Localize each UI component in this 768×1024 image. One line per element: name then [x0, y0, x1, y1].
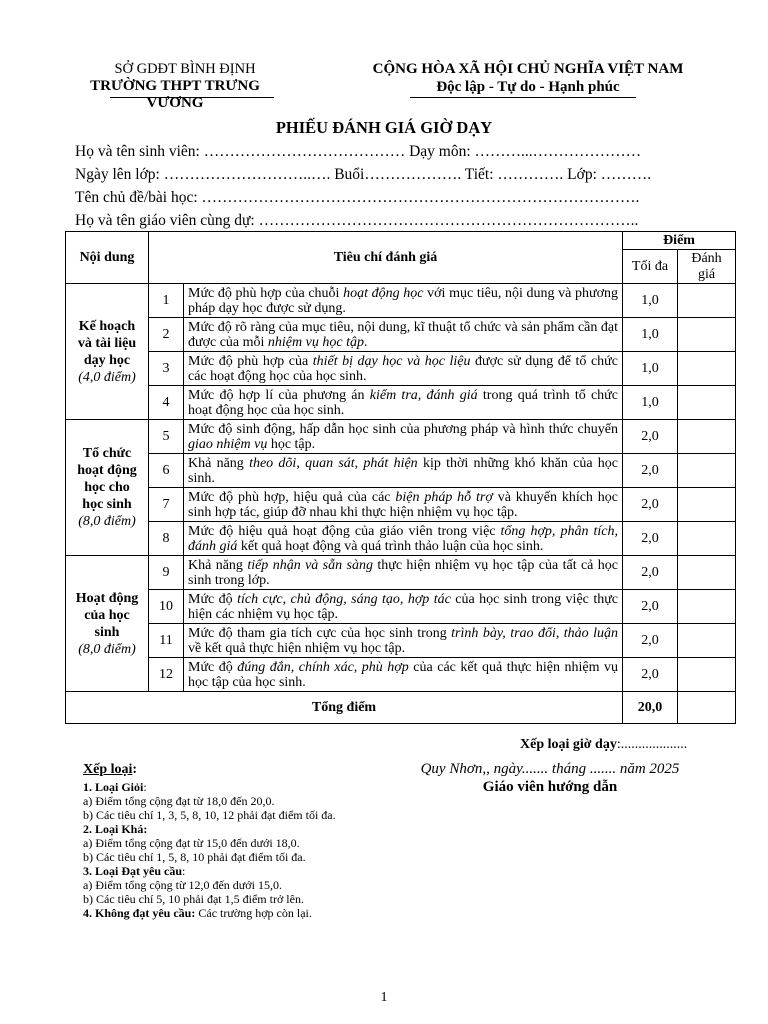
classification-item-title	[83, 864, 413, 878]
classification-item-4	[83, 906, 413, 920]
criteria-number: 11	[149, 624, 184, 658]
criteria-text	[184, 318, 623, 352]
criteria-text-part: kịp thời những khó khăn của học sinh.	[188, 455, 619, 486]
classification-item-title	[83, 780, 413, 794]
total-max-score: 20,0	[623, 692, 678, 724]
criteria-text-part: học tập.	[267, 436, 316, 452]
info-student-line: Họ và tên sinh viên: ………………………………… Dạy môn: ………...…………………	[75, 143, 642, 160]
evaluation-cell[interactable]	[678, 522, 736, 556]
group-points: (4,0 điểm)	[78, 369, 136, 385]
header-criteria: Tiêu chí đánh giá	[149, 232, 623, 284]
group-name-line: học cho	[84, 480, 130, 495]
criteria-text-part: biện pháp hỗ trợ	[395, 489, 493, 505]
criteria-text-part: trong quá trình tổ chức hoạt động học của học sinh.	[188, 387, 618, 418]
criteria-row	[66, 522, 736, 556]
rating-line	[520, 737, 687, 753]
classification-item-line: a) Điểm tổng cộng từ 12,0 đến dưới 15,0.	[83, 878, 282, 892]
evaluation-cell[interactable]	[678, 454, 736, 488]
motto-underline	[410, 97, 636, 98]
criteria-row	[66, 454, 736, 488]
criteria-row	[66, 590, 736, 624]
criteria-text-part: đúng đắn, chính xác, phù hợp	[237, 659, 409, 675]
criteria-row	[66, 318, 736, 352]
department-name: SỞ GDĐT BÌNH ĐỊNH	[114, 61, 256, 77]
item-4-title: 4. Không đạt yêu cầu:	[83, 906, 196, 920]
evaluation-cell[interactable]	[678, 420, 736, 454]
header-evaluation: Đánh giá	[678, 250, 736, 284]
criteria-text-part: tiếp nhận và sẵn sàng	[247, 557, 373, 573]
criteria-text-part: và khuyến khích học sinh hợp tác, giúp đỡ nhau khi thực hiện nhiệm vụ học tập.	[188, 489, 618, 520]
school-underline	[110, 97, 274, 98]
criteria-number: 5	[149, 420, 184, 454]
criteria-text	[184, 590, 623, 624]
criteria-text-part: thiết bị dạy học và học liệu	[312, 353, 471, 369]
header-content: Nội dung	[66, 232, 149, 284]
info-date-line: Ngày lên lớp: ………………………..…. Buổi………………. Tiết: …………. Lớp: ……….	[75, 166, 652, 183]
criteria-row	[66, 386, 736, 420]
classification-item-title	[83, 822, 413, 836]
criteria-text-part: Mức độ hợp lí của phương án	[188, 387, 370, 403]
max-score: 2,0	[623, 420, 678, 454]
criteria-text-part: hoạt động học	[343, 285, 424, 301]
group-name-line: hoạt động	[77, 463, 137, 478]
criteria-row	[66, 284, 736, 318]
group-name-line: và tài liệu	[77, 335, 137, 351]
max-score: 1,0	[623, 386, 678, 420]
max-score: 2,0	[623, 488, 678, 522]
max-score: 2,0	[623, 658, 678, 692]
criteria-text-part: giao nhiệm vụ	[188, 436, 268, 452]
criteria-text-part: được sử dụng để tổ chức các hoạt động học của học sinh.	[188, 353, 618, 384]
rating-label: Xếp loại giờ dạy	[520, 737, 617, 752]
total-label: Tổng điểm	[66, 692, 623, 724]
evaluation-cell[interactable]	[678, 318, 736, 352]
evaluation-cell[interactable]	[678, 386, 736, 420]
country-name: CỘNG HÒA XÃ HỘI CHỦ NGHĨA VIỆT NAM	[372, 61, 684, 77]
criteria-number: 7	[149, 488, 184, 522]
criteria-text-part: Mức độ	[188, 591, 238, 607]
classification-heading-colon: :	[132, 762, 138, 777]
classification-list	[83, 780, 413, 920]
criteria-text-part: của học sinh trong việc thực hiện các nhiệm vụ học tập.	[188, 591, 619, 622]
criteria-row	[66, 488, 736, 522]
header-score: Điểm	[623, 232, 736, 250]
classification-item-line: b) Các tiêu chí 1, 5, 8, 10 phải đạt điểm tối đa.	[83, 850, 306, 864]
classification-item-line: a) Điểm tổng cộng đạt từ 18,0 đến 20,0.	[83, 794, 275, 808]
evaluation-cell[interactable]	[678, 284, 736, 318]
classification-item-line: b) Các tiêu chí 1, 3, 5, 8, 10, 12 phải đạt điểm tối đa.	[83, 808, 336, 822]
evaluation-cell[interactable]	[678, 658, 736, 692]
header-max-score: Tối đa	[623, 250, 678, 284]
classification-item-line: a) Điểm tổng cộng đạt từ 15,0 đến dưới 18,0.	[83, 836, 300, 850]
item-4-text: Các trường hợp còn lại.	[195, 906, 312, 920]
criteria-text-part: Khả năng	[188, 557, 248, 573]
criteria-text-part: Mức độ sinh động, hấp dẫn học sinh của phương pháp và hình thức chuyển	[188, 421, 618, 437]
criteria-table	[65, 231, 736, 724]
criteria-number: 3	[149, 352, 184, 386]
criteria-number: 9	[149, 556, 184, 590]
max-score: 2,0	[623, 624, 678, 658]
criteria-text-part: theo dõi, quan sát, phát hiện	[249, 455, 418, 471]
criteria-text-part: kết quả hoạt động và quá trình thảo luận của học sinh.	[237, 538, 544, 554]
group-name-line: của học	[84, 607, 130, 623]
total-evaluation-cell[interactable]	[678, 692, 736, 724]
criteria-number: 1	[149, 284, 184, 318]
classification-item-title-text: 3. Loại Đạt yêu cầu	[83, 864, 182, 878]
criteria-text	[184, 352, 623, 386]
max-score: 1,0	[623, 352, 678, 386]
classification-item-title-suffix: :	[143, 780, 147, 794]
criteria-text-part: với mục tiêu, nội dung và phương pháp dạy học được sử dụng.	[188, 285, 619, 316]
criteria-text-part: Mức độ phù hợp của chuỗi	[188, 285, 344, 301]
classification-item-title-text: 1. Loại Giỏi	[83, 780, 144, 794]
national-motto: Độc lập - Tự do - Hạnh phúc	[436, 79, 620, 95]
criteria-text	[184, 556, 623, 590]
criteria-text-part: .	[363, 334, 368, 350]
signature-date-line: Quy Nhơn,, ngày....... tháng ....... năm 2025	[420, 761, 680, 777]
criteria-text	[184, 658, 623, 692]
group-points: (8,0 điểm)	[78, 514, 136, 529]
group-cell	[66, 420, 149, 556]
criteria-number: 10	[149, 590, 184, 624]
group-name-line: dạy học	[83, 352, 131, 368]
info-teacher-line: Họ và tên giáo viên cùng dự: ………………………………………………………………..	[75, 212, 639, 229]
criteria-text	[184, 624, 623, 658]
criteria-text-part: tích cực, chủ động, sáng tạo, hợp tác	[237, 591, 451, 607]
evaluation-cell[interactable]	[678, 590, 736, 624]
criteria-row	[66, 420, 736, 454]
form-title: PHIẾU ĐÁNH GIÁ GIỜ DẠY	[275, 118, 493, 137]
criteria-text	[184, 284, 623, 318]
criteria-number: 8	[149, 522, 184, 556]
criteria-row	[66, 352, 736, 386]
criteria-text-part: kiểm tra, đánh giá	[369, 387, 478, 403]
max-score: 1,0	[623, 284, 678, 318]
criteria-text	[184, 420, 623, 454]
classification-item-title-suffix: :	[182, 864, 186, 878]
group-points: (8,0 điểm)	[78, 641, 136, 657]
criteria-text-part: tổng hợp, phân tích, đánh giá	[188, 523, 618, 554]
criteria-text	[184, 522, 623, 556]
criteria-text-part: Mức độ	[188, 659, 238, 675]
max-score: 2,0	[623, 556, 678, 590]
signature-role: Giáo viên hướng dẫn	[482, 779, 618, 795]
criteria-text-part: trình bày, trao đổi, thảo luận	[451, 625, 618, 641]
criteria-text-part: Mức độ rõ ràng của mục tiêu, nội dung, kĩ thuật tổ chức và sản phẩm cần đạt được của mỗi	[188, 319, 619, 350]
group-name-line: sinh	[94, 624, 120, 640]
criteria-text-part: Mức độ phù hợp của	[188, 353, 313, 369]
info-topic-line: Tên chủ đề/bài học: ………………………………………………………………………….	[75, 189, 640, 206]
group-cell	[66, 284, 149, 420]
classification-item-title-text: 2. Loại Khá:	[83, 822, 148, 836]
page-number: 1	[380, 990, 388, 1005]
group-name-line: Kế hoạch	[78, 318, 136, 334]
classification-heading-text: Xếp loại	[83, 762, 133, 777]
criteria-text-part: Mức độ phù hợp, hiệu quả của các	[188, 489, 396, 505]
evaluation-cell[interactable]	[678, 624, 736, 658]
criteria-number: 2	[149, 318, 184, 352]
max-score: 1,0	[623, 318, 678, 352]
max-score: 2,0	[623, 454, 678, 488]
criteria-row	[66, 556, 736, 590]
school-name: TRƯỜNG THPT TRƯNG VƯƠNG	[90, 78, 260, 111]
classification-item-line: b) Các tiêu chí 5, 10 phải đạt 1,5 điểm trở lên.	[83, 892, 304, 906]
criteria-row	[66, 624, 736, 658]
classification-heading	[83, 762, 137, 778]
group-name-line: Tổ chức	[82, 446, 132, 461]
criteria-number: 12	[149, 658, 184, 692]
criteria-text-part: Mức độ hiệu quả hoạt động của giáo viên trong việc	[188, 523, 501, 539]
criteria-text-part: của các kết quả thực hiện nhiệm vụ học tập của học sinh.	[188, 659, 618, 690]
criteria-number: 4	[149, 386, 184, 420]
criteria-text-part: về kết quả thực hiện nhiệm vụ học tập.	[188, 640, 406, 656]
evaluation-cell[interactable]	[678, 352, 736, 386]
group-name-line: Hoạt động	[75, 590, 139, 606]
criteria-text-part: Mức độ tham gia tích cực của học sinh trong	[188, 625, 452, 641]
criteria-row	[66, 658, 736, 692]
criteria-text-part: nhiệm vụ học tập	[267, 334, 364, 350]
max-score: 2,0	[623, 590, 678, 624]
criteria-text-part: Khả năng	[188, 455, 250, 471]
evaluation-cell[interactable]	[678, 488, 736, 522]
criteria-text	[184, 488, 623, 522]
group-cell	[66, 556, 149, 692]
rating-dots: :...................	[616, 737, 688, 752]
group-name-line: học sinh	[82, 497, 132, 512]
criteria-text	[184, 454, 623, 488]
criteria-number: 6	[149, 454, 184, 488]
max-score: 2,0	[623, 522, 678, 556]
criteria-text	[184, 386, 623, 420]
evaluation-cell[interactable]	[678, 556, 736, 590]
criteria-text-part: thực hiện nhiệm vụ học tập của tất cả học sinh trong lớp.	[188, 557, 618, 588]
